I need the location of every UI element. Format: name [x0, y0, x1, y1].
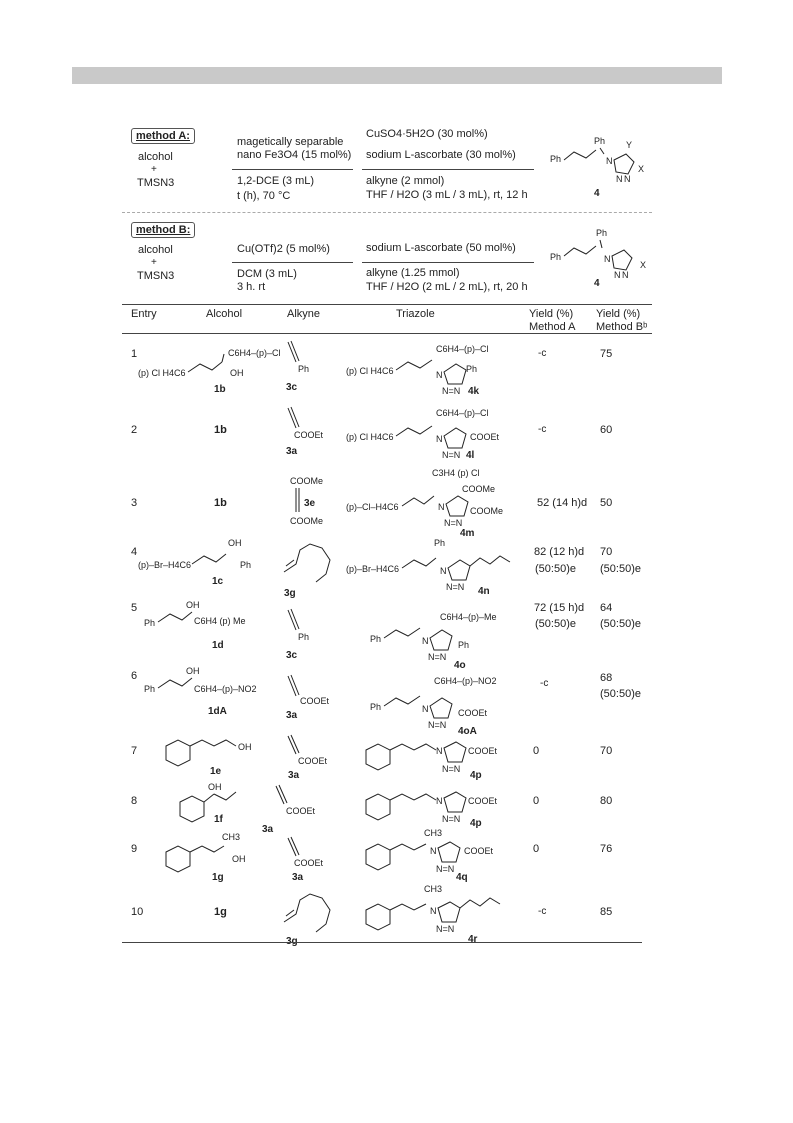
svg-text:N: N — [430, 906, 437, 916]
row7-alcohol-structure — [160, 732, 270, 778]
svg-text:N=N: N=N — [436, 864, 455, 874]
row3-triazole-structure — [346, 466, 536, 538]
svg-text:N: N — [622, 270, 629, 280]
row2-alkyne-structure — [284, 404, 334, 464]
row5-triazole-structure — [370, 608, 520, 678]
row9-triazole-label: 4q — [456, 872, 468, 883]
svg-text:N: N — [440, 566, 447, 576]
row1-triazole-structure — [346, 338, 526, 404]
row3-alkyne-label: 3e — [304, 498, 316, 509]
row1-yield-b: 75 — [600, 348, 613, 360]
row3-triazole-label: 4m — [460, 528, 475, 539]
svg-text:COOEt: COOEt — [294, 430, 324, 440]
header-alcohol: Alcohol — [206, 308, 243, 320]
row2-alcohol-label: 1b — [214, 424, 227, 436]
row4-yield-a: 82 (12 h)d — [534, 546, 585, 558]
method-a-reagent: alcohol — [138, 151, 173, 163]
row7-triazole-structure — [360, 734, 530, 782]
row10-yield-b: 85 — [600, 906, 613, 918]
svg-text:OH: OH — [208, 782, 222, 792]
row5-yield-a-ratio: (50:50)e — [535, 618, 576, 630]
row4-triazole-structure — [346, 532, 526, 602]
method-a-reagent2: TMSN3 — [137, 177, 175, 189]
row6-alcohol-label: 1dA — [208, 706, 227, 717]
svg-text:Ph: Ph — [466, 364, 478, 374]
row4-yield-a-ratio: (50:50)e — [535, 563, 576, 575]
row5-yield-a: 72 (15 h)d — [534, 602, 585, 614]
method-a-product-label: 4 — [594, 188, 600, 199]
svg-text:N: N — [614, 270, 621, 280]
row9-yield-b: 76 — [600, 843, 613, 855]
method-b-arrow1 — [232, 262, 353, 263]
row3-yield-a: 52 (14 h)d — [537, 497, 588, 509]
row4-triazole-label: 4n — [478, 586, 490, 597]
svg-text:N: N — [436, 746, 443, 756]
row6-yield-b: 68 — [600, 672, 613, 684]
svg-text:(p)–Br–H4C6: (p)–Br–H4C6 — [346, 564, 400, 574]
row6-entry: 6 — [131, 670, 138, 682]
row6-yield-a: -c — [540, 678, 549, 689]
row9-alkyne-label: 3a — [292, 872, 304, 883]
method-a-step2-above2: sodium L-ascorbate (30 mol%) — [366, 149, 516, 161]
method-a-step1-below1: 1,2-DCE (3 mL) — [237, 175, 315, 187]
svg-text:COOEt: COOEt — [470, 432, 500, 442]
header-alkyne: Alkyne — [287, 308, 321, 320]
svg-text:OH: OH — [186, 600, 200, 610]
svg-text:C6H4–(p)–NO2: C6H4–(p)–NO2 — [194, 684, 257, 694]
svg-text:COOMe: COOMe — [290, 476, 324, 486]
svg-text:N: N — [436, 796, 443, 806]
row8-yield-b: 80 — [600, 795, 613, 807]
row7-triazole-label: 4p — [470, 770, 482, 781]
row2-entry: 2 — [131, 424, 138, 436]
row8-yield-a: 0 — [533, 795, 540, 807]
svg-text:N: N — [616, 174, 623, 184]
svg-text:(p)–Cl–H4C6: (p)–Cl–H4C6 — [346, 502, 399, 512]
svg-text:COOEt: COOEt — [294, 858, 324, 868]
row2-triazole-label: 4l — [466, 450, 475, 461]
row8-alkyne-structure — [262, 784, 342, 835]
svg-text:N: N — [438, 502, 445, 512]
method-b-step1-above: Cu(OTf)2 (5 mol%) — [237, 243, 330, 255]
method-b-product-label: 4 — [594, 278, 600, 289]
row10-entry: 10 — [131, 906, 144, 918]
row3-alcohol-label: 1b — [214, 497, 227, 509]
row4-alkyne-label: 3g — [284, 588, 296, 599]
method-b-arrow2 — [362, 262, 534, 263]
method-b-reagent: alcohol — [138, 244, 173, 256]
svg-text:Ph: Ph — [594, 136, 606, 146]
svg-text:Y: Y — [626, 140, 633, 150]
method-divider — [122, 212, 652, 213]
row3-entry: 3 — [131, 497, 138, 509]
method-b-step2-below2: THF / H2O (2 mL / 2 mL), rt, 20 h — [366, 281, 528, 293]
method-b-plus: + — [151, 257, 157, 268]
row7-alkyne-structure — [284, 734, 344, 782]
header-method-a: Method A — [529, 321, 576, 333]
row1-alcohol-structure — [138, 340, 288, 400]
svg-text:COOEt: COOEt — [298, 756, 328, 766]
row1-alkyne-label: 3c — [286, 382, 298, 393]
row7-yield-a: 0 — [533, 745, 540, 757]
svg-text:X: X — [640, 260, 647, 270]
row1-alcohol-label: 1b — [214, 384, 226, 395]
row4-yield-b: 70 — [600, 546, 613, 558]
svg-text:COOEt: COOEt — [468, 746, 498, 756]
svg-text:N: N — [624, 174, 631, 184]
svg-text:N: N — [436, 370, 443, 380]
row9-entry: 9 — [131, 843, 138, 855]
row7-alcohol-label: 1e — [210, 766, 222, 777]
svg-text:Ph: Ph — [144, 618, 156, 628]
row1-entry: 1 — [131, 348, 138, 360]
svg-text:N=N: N=N — [442, 386, 461, 396]
row10-triazole-structure — [360, 880, 530, 946]
svg-text:N: N — [436, 434, 443, 444]
method-a-step2-above1: CuSO4·5H2O (30 mol%) — [366, 128, 488, 140]
svg-text:OH: OH — [228, 538, 242, 548]
method-a-product-structure — [550, 130, 680, 200]
method-b-step1-below1: DCM (3 mL) — [237, 268, 297, 280]
svg-text:Ph: Ph — [458, 640, 470, 650]
svg-text:Ph: Ph — [550, 252, 562, 262]
svg-text:C6H4–(p)–Cl: C6H4–(p)–Cl — [436, 408, 489, 418]
row6-alkyne-structure — [284, 672, 344, 732]
svg-text:Ph: Ph — [298, 364, 310, 374]
header-method-b: Method Bᵇ — [596, 321, 648, 333]
row8-entry: 8 — [131, 795, 138, 807]
row4-alcohol-label: 1c — [212, 576, 224, 587]
row9-alcohol-structure — [160, 832, 260, 884]
svg-text:N: N — [422, 704, 429, 714]
row6-alkyne-label: 3a — [286, 710, 298, 721]
row2-yield-a: -c — [538, 424, 547, 435]
row10-yield-a: -c — [538, 906, 547, 917]
method-a-step2-below1: alkyne (2 mmol) — [366, 175, 445, 187]
row5-triazole-label: 4o — [454, 660, 466, 671]
method-b-label: method B: — [131, 222, 195, 238]
svg-text:COOMe: COOMe — [462, 484, 496, 494]
svg-text:C6H4 (p) Me: C6H4 (p) Me — [194, 616, 246, 626]
row10-triazole-label: 4r — [468, 934, 478, 945]
svg-text:C3H4 (p) Cl: C3H4 (p) Cl — [432, 468, 480, 478]
row5-alkyne-label: 3c — [286, 650, 298, 661]
svg-text:N: N — [606, 156, 613, 166]
svg-text:COOEt: COOEt — [468, 796, 498, 806]
svg-text:Ph: Ph — [370, 634, 382, 644]
svg-text:CH3: CH3 — [424, 828, 443, 838]
row9-alkyne-structure — [284, 836, 344, 886]
svg-text:C6H4–(p)–Cl: C6H4–(p)–Cl — [436, 344, 489, 354]
svg-text:(p) Cl H4C6: (p) Cl H4C6 — [346, 432, 394, 442]
svg-text:Ph: Ph — [434, 538, 446, 548]
method-a-step1-above1: magetically separable — [237, 136, 344, 148]
svg-text:OH: OH — [238, 742, 252, 752]
svg-text:Ph: Ph — [596, 228, 608, 238]
svg-text:N=N: N=N — [436, 924, 455, 934]
svg-text:Ph: Ph — [240, 560, 252, 570]
row2-yield-b: 60 — [600, 424, 613, 436]
method-b-step2-above: sodium L-ascorbate (50 mol%) — [366, 242, 516, 254]
svg-text:N=N: N=N — [446, 582, 465, 592]
row6-yield-b-ratio: (50:50)e — [600, 688, 641, 700]
row8-alkyne-label: 3a — [262, 824, 274, 835]
row8-alcohol-label: 1f — [214, 814, 223, 825]
svg-text:COOEt: COOEt — [464, 846, 494, 856]
svg-text:CH3: CH3 — [424, 884, 443, 894]
header-triazole: Triazole — [396, 308, 435, 320]
svg-text:N=N: N=N — [442, 450, 461, 460]
row5-yield-b-ratio: (50:50)e — [600, 618, 641, 630]
row4-yield-b-ratio: (50:50)e — [600, 563, 641, 575]
row7-alkyne-label: 3a — [288, 770, 300, 781]
row4-alcohol-structure — [138, 534, 278, 594]
row5-entry: 5 — [131, 602, 138, 614]
svg-text:COOEt: COOEt — [458, 708, 488, 718]
svg-text:N=N: N=N — [442, 764, 461, 774]
header-yield-b: Yield (%) — [596, 308, 641, 320]
svg-text:OH: OH — [232, 854, 246, 864]
row4-entry: 4 — [131, 546, 138, 558]
svg-text:Ph: Ph — [298, 632, 310, 642]
row3-yield-b: 50 — [600, 497, 613, 509]
method-b-step1-below2: 3 h. rt — [237, 281, 266, 293]
svg-text:N=N: N=N — [442, 814, 461, 824]
svg-text:OH: OH — [230, 368, 244, 378]
row7-yield-b: 70 — [600, 745, 613, 757]
svg-text:C6H4–(p)–Me: C6H4–(p)–Me — [440, 612, 497, 622]
header-entry: Entry — [131, 308, 157, 320]
row5-alcohol-label: 1d — [212, 640, 224, 651]
svg-text:CH3: CH3 — [222, 832, 241, 842]
method-a-label: method A: — [131, 128, 195, 144]
row1-yield-a: -c — [538, 348, 547, 359]
row8-alcohol-structure — [174, 782, 244, 830]
row6-alcohol-structure — [138, 664, 288, 720]
page-header-bar — [72, 67, 722, 84]
method-a-arrow2 — [362, 169, 534, 170]
svg-text:C6H4–(p)–NO2: C6H4–(p)–NO2 — [434, 676, 497, 686]
method-b-step2-below1: alkyne (1.25 mmol) — [366, 267, 460, 279]
row1-triazole-label: 4k — [468, 386, 480, 397]
header-yield-a: Yield (%) — [529, 308, 574, 320]
method-b-product-structure — [550, 222, 680, 292]
svg-text:N=N: N=N — [444, 518, 463, 528]
row8-triazole-label: 4p — [470, 818, 482, 829]
svg-text:N=N: N=N — [428, 720, 447, 730]
row7-entry: 7 — [131, 745, 138, 757]
row3-alkyne-structure — [280, 474, 340, 534]
row1-alkyne-structure — [284, 338, 324, 398]
svg-text:Ph: Ph — [370, 702, 382, 712]
method-a-arrow1 — [232, 169, 353, 170]
table-bottom-rule — [122, 942, 642, 943]
svg-text:X: X — [638, 164, 645, 174]
row9-alcohol-label: 1g — [212, 872, 224, 883]
row2-alkyne-label: 3a — [286, 446, 298, 457]
row5-alcohol-structure — [138, 596, 278, 652]
row6-triazole-label: 4oA — [458, 726, 477, 737]
svg-text:N=N: N=N — [428, 652, 447, 662]
row5-alkyne-structure — [284, 606, 324, 666]
row10-alcohol-label: 1g — [214, 906, 227, 918]
row9-yield-a: 0 — [533, 843, 540, 855]
svg-text:Ph: Ph — [144, 684, 156, 694]
svg-text:OH: OH — [186, 666, 200, 676]
method-a-step1-below2: t (h), 70 °C — [237, 190, 291, 202]
method-a-step1-above2: nano Fe3O4 (15 mol%) — [237, 149, 352, 161]
method-b-reagent2: TMSN3 — [137, 270, 175, 282]
table-header-rule — [122, 333, 652, 334]
row10-alkyne-label: 3g — [286, 936, 298, 947]
svg-text:(p) Cl H4C6: (p) Cl H4C6 — [138, 368, 186, 378]
svg-text:N: N — [422, 636, 429, 646]
svg-text:N: N — [430, 846, 437, 856]
row2-triazole-structure — [346, 404, 536, 468]
svg-text:Ph: Ph — [550, 154, 562, 164]
row4-alkyne-structure — [280, 536, 340, 598]
row9-triazole-structure — [360, 824, 530, 884]
svg-text:COOEt: COOEt — [286, 806, 316, 816]
svg-text:(p)–Br–H4C6: (p)–Br–H4C6 — [138, 560, 192, 570]
table-top-rule — [122, 304, 652, 305]
method-a-plus: + — [151, 164, 157, 175]
svg-text:C6H4–(p)–Cl: C6H4–(p)–Cl — [228, 348, 281, 358]
svg-text:COOEt: COOEt — [300, 696, 330, 706]
method-a-step2-below2: THF / H2O (3 mL / 3 mL), rt, 12 h — [366, 189, 528, 201]
row10-alkyne-structure — [280, 888, 340, 950]
svg-text:N: N — [604, 254, 611, 264]
row5-yield-b: 64 — [600, 602, 613, 614]
svg-text:COOMe: COOMe — [470, 506, 504, 516]
svg-text:(p) Cl H4C6: (p) Cl H4C6 — [346, 366, 394, 376]
svg-text:COOMe: COOMe — [290, 516, 324, 526]
